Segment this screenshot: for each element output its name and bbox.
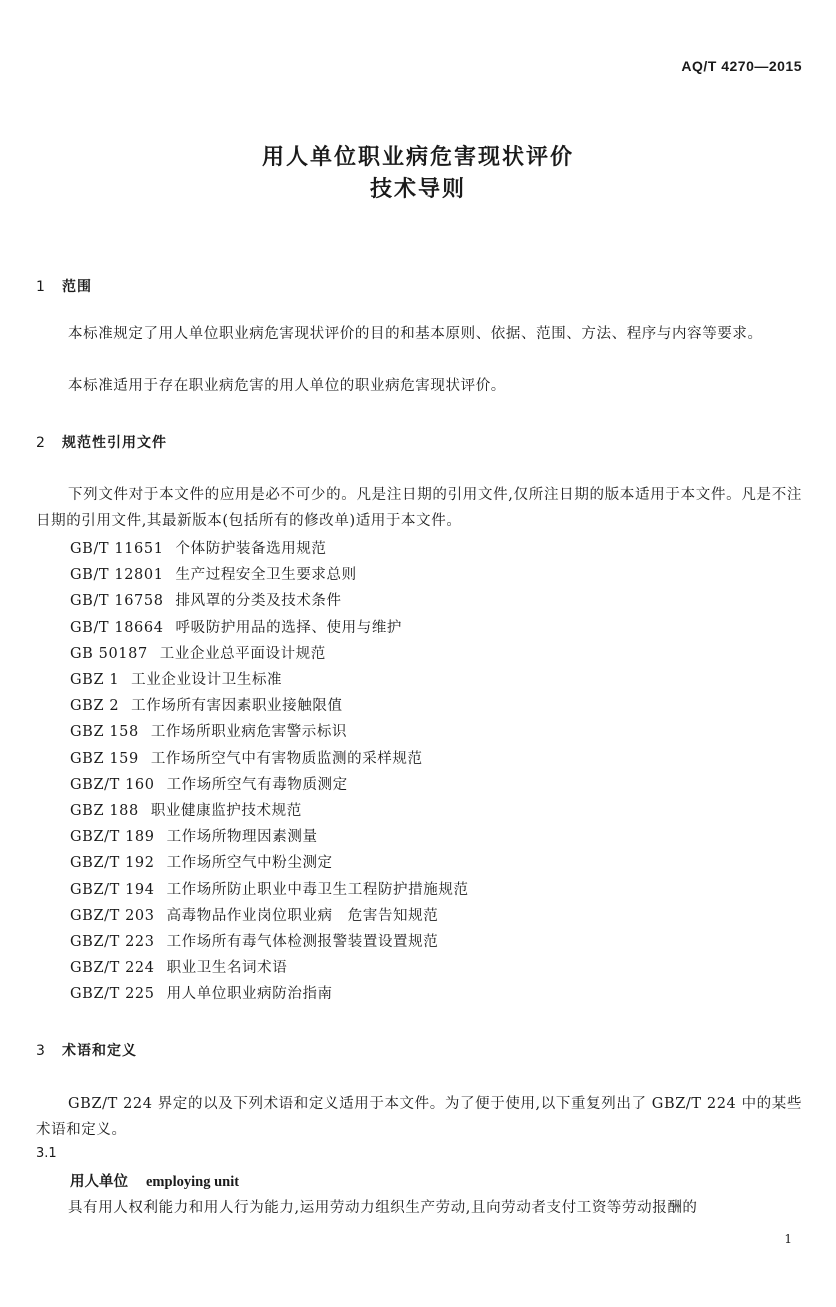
reference-item [70,850,469,876]
reference-code: GBZ/T 224 [70,960,155,977]
reference-item [70,981,469,1007]
section-1-paragraph-2: 本标准适用于存在职业病危害的用人单位的职业病危害现状评价。 [68,378,506,394]
reference-title: 工作场所有害因素职业接触限值 [131,698,343,715]
reference-item [70,929,469,955]
reference-code: GBZ/T 203 [70,907,155,924]
reference-item [70,536,469,562]
term-definition: 具有用人权利能力和用人行为能力,运用劳动力组织生产劳动,且向劳动者支付工资等劳动报酬的 [68,1200,698,1216]
section-title: 规范性引用文件 [62,435,167,451]
reference-item [70,772,469,798]
reference-code: GBZ/T 189 [70,829,155,846]
reference-item [70,877,469,903]
section-title: 范围 [62,279,92,295]
section-1-heading [36,276,92,296]
reference-item [70,719,469,745]
section-2-paragraph-1: 下列文件对于本文件的应用是必不可少的。凡是注日期的引用文件,仅所注日期的版本适用于本文件。凡是不注日期的引用文件,其最新版本(包括所有的修改单)适用于本文件。 [36,487,802,529]
reference-title: 生产过程安全卫生要求总则 [175,567,357,584]
reference-item [70,641,469,667]
reference-list [70,536,469,1008]
section-number: 2 [36,435,46,451]
reference-title: 职业卫生名词术语 [166,960,288,977]
reference-item [70,903,469,929]
reference-code: GBZ 159 [70,750,139,767]
reference-title: 工作场所物理因素测量 [166,829,318,846]
section-2-heading [36,432,167,452]
reference-item [70,562,469,588]
section-number: 1 [36,279,46,295]
reference-title: 工作场所空气中粉尘测定 [166,855,333,872]
reference-code: GB/T 11651 [70,541,164,557]
reference-item [70,588,469,614]
reference-code: GBZ 188 [70,803,139,820]
reference-title: 高毒物品作业岗位职业病 危害告知规范 [166,907,439,924]
reference-item [70,693,469,719]
reference-title: 个体防护装备选用规范 [175,541,327,557]
reference-code: GBZ/T 160 [70,776,155,793]
reference-code: GBZ/T 223 [70,934,155,951]
reference-code: GBZ/T 192 [70,855,155,872]
reference-title: 工作场所防止职业中毒卫生工程防护措施规范 [166,881,469,898]
reference-code: GBZ/T 194 [70,881,155,898]
reference-code: GBZ 2 [70,698,120,715]
title-line-1: 用人单位职业病危害现状评价 [261,145,574,170]
reference-code: GB/T 16758 [70,593,164,610]
section-3-paragraph-1: GBZ/T 224 界定的以及下列术语和定义适用于本文件。为了便于使用,以下重复列出了 GBZ/T 224 中的某些术语和定义。 [36,1096,802,1138]
section-1-paragraph-1: 本标准规定了用人单位职业病危害现状评价的目的和基本原则、依据、范围、方法、程序与内容等要求。 [68,326,763,342]
reference-item [70,955,469,981]
reference-title: 工作场所空气中有害物质监测的采样规范 [150,750,423,767]
reference-title: 排风罩的分类及技术条件 [175,593,342,610]
reference-title: 工作场所职业病危害警示标识 [150,724,348,741]
standard-code: AQ/T 4270—2015 [681,58,802,74]
reference-item [70,824,469,850]
reference-title: 工作场所有毒气体检测报警装置设置规范 [166,934,439,951]
reference-item [70,667,469,693]
section-title: 术语和定义 [62,1043,137,1059]
reference-code: GB/T 12801 [70,567,164,584]
title-line-2: 技术导则 [369,177,466,202]
reference-item [70,746,469,772]
reference-code: GBZ 1 [70,672,120,689]
term-english: employing unit [146,1174,240,1190]
reference-item [70,798,469,824]
reference-code: GBZ 158 [70,724,139,741]
reference-code: GBZ/T 225 [70,986,155,1003]
reference-code: GB 50187 [70,645,148,662]
reference-title: 呼吸防护用品的选择、使用与维护 [175,619,403,636]
section-number: 3 [36,1043,46,1059]
section-3-heading [36,1040,137,1060]
term-chinese: 用人单位 [70,1174,128,1190]
reference-title: 工作场所空气有毒物质测定 [166,776,348,793]
reference-code: GB/T 18664 [70,619,164,636]
reference-item [70,615,469,641]
page-number: 1 [784,1232,792,1246]
subsection-number: 3.1 [36,1146,57,1161]
document-title [0,142,836,206]
reference-title: 用人单位职业病防治指南 [166,986,333,1003]
reference-title: 工业企业总平面设计规范 [159,645,326,662]
reference-title: 职业健康监护技术规范 [150,803,302,820]
term-entry [70,1170,239,1191]
reference-title: 工业企业设计卫生标准 [131,672,283,689]
